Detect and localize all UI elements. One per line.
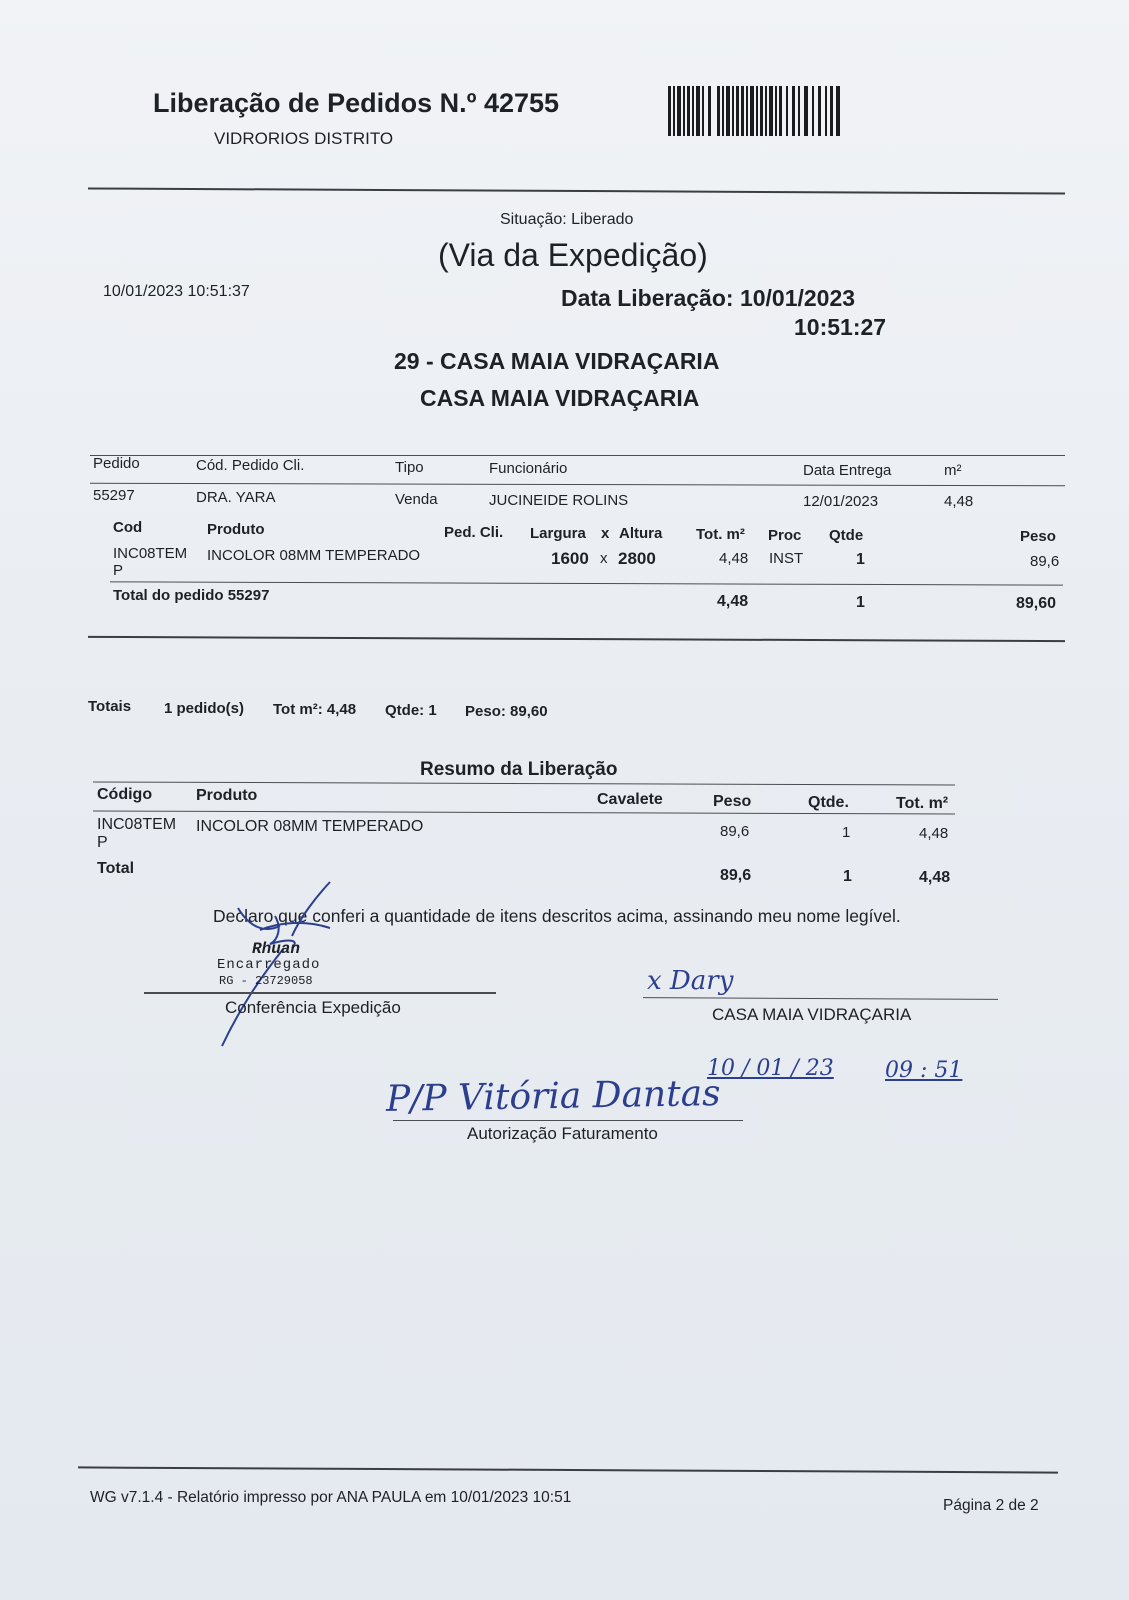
- order-bottom-line: [88, 636, 1065, 642]
- items-total-line: [110, 581, 1063, 585]
- items-col-proc: Proc: [768, 527, 802, 544]
- col-data-entrega: Data Entrega: [803, 462, 892, 479]
- auth-date-handwriting: 10 / 01 / 23: [707, 1056, 834, 1081]
- totais-peso: Peso: 89,60: [465, 703, 548, 720]
- resumo-col-tot-m2: Tot. m²: [896, 795, 949, 812]
- data-liberacao: Data Liberação: 10/01/2023: [561, 285, 856, 311]
- val-pedido: 55297: [93, 487, 135, 504]
- situacao: Situação: Liberado: [500, 211, 634, 228]
- stamp-name: Rhuan: [252, 940, 301, 958]
- items-col-tot-m2: Tot. m²: [696, 526, 745, 543]
- footer-printed-by: WG v7.1.4 - Relatório impresso por ANA PAULA em 10/01/2023 10:51: [90, 1489, 572, 1506]
- footer-page-number: Página 2 de 2: [943, 1497, 1039, 1514]
- auth-signature-line: [393, 1120, 743, 1121]
- val-cod-pedido-cli: DRA. YARA: [196, 489, 276, 506]
- item-cod-1: INC08TEM: [113, 545, 188, 562]
- items-col-cod: Cod: [113, 519, 143, 536]
- stamp-role: Encarregado: [217, 957, 321, 973]
- left-signature-line: [144, 992, 496, 994]
- item-produto: INCOLOR 08MM TEMPERADO: [207, 547, 421, 564]
- items-col-largura: Largura: [530, 525, 586, 542]
- auth-time-handwriting: 09 : 51: [885, 1058, 963, 1083]
- auth-signature-label: Autorização Faturamento: [467, 1124, 658, 1143]
- stamp-rg: RG - 23729058: [219, 974, 313, 988]
- client-name-1: 29 - CASA MAIA VIDRAÇARIA: [394, 348, 720, 374]
- right-signature-handwriting: x Dary: [647, 966, 734, 996]
- via-label: (Via da Expedição): [438, 237, 708, 273]
- col-tipo: Tipo: [395, 459, 424, 476]
- order-total-label: Total do pedido 55297: [113, 587, 270, 604]
- company-name: VIDRORIOS DISTRITO: [214, 129, 394, 148]
- items-col-peso: Peso: [1020, 528, 1056, 545]
- totais-label: Totais: [88, 698, 132, 715]
- resumo-peso: 89,6: [720, 823, 750, 840]
- header-divider: [88, 187, 1065, 194]
- resumo-title: Resumo da Liberação: [420, 759, 618, 780]
- auth-signature-handwriting: P/P Vitória Dantas: [385, 1073, 721, 1120]
- col-funcionario: Funcionário: [489, 460, 568, 477]
- footer-divider: [78, 1466, 1058, 1473]
- resumo-col-codigo: Código: [97, 786, 153, 803]
- col-m2: m²: [944, 462, 962, 479]
- item-proc: INST: [769, 550, 804, 567]
- resumo-col-cavalete: Cavalete: [597, 791, 663, 808]
- item-cod-2: P: [113, 562, 124, 579]
- right-signature-line: [643, 997, 998, 1000]
- left-signature-label: Conferência Expedição: [225, 998, 401, 1017]
- client-name-2: CASA MAIA VIDRAÇARIA: [420, 385, 700, 411]
- resumo-codigo-2: P: [97, 834, 108, 851]
- resumo-col-peso: Peso: [713, 793, 752, 810]
- val-tipo: Venda: [395, 491, 438, 508]
- print-datetime: 10/01/2023 10:51:37: [103, 283, 250, 300]
- order-total-qtde: 1: [856, 594, 865, 611]
- resumo-total-tot-m2: 4,48: [919, 869, 951, 886]
- order-total-peso: 89,60: [1016, 595, 1057, 612]
- item-altura: 2800: [618, 549, 656, 568]
- items-col-produto: Produto: [207, 521, 265, 538]
- totais-pedidos: 1 pedido(s): [164, 700, 245, 717]
- items-col-ped-cli: Ped. Cli.: [444, 524, 504, 541]
- resumo-col-qtde: Qtde.: [808, 794, 849, 811]
- resumo-top-line: [93, 781, 955, 785]
- resumo-total-qtde: 1: [843, 868, 852, 885]
- order-top-line: [90, 455, 1065, 456]
- order-header-line: [90, 483, 1065, 487]
- resumo-total-peso: 89,6: [720, 867, 752, 884]
- val-m2: 4,48: [944, 493, 974, 510]
- items-col-x: x: [601, 525, 610, 542]
- totais-qtde: Qtde: 1: [385, 702, 437, 719]
- resumo-col-produto: Produto: [196, 787, 258, 804]
- items-col-altura: Altura: [619, 525, 663, 542]
- item-tot-m2: 4,48: [719, 550, 749, 567]
- resumo-total-label: Total: [97, 860, 135, 877]
- barcode-icon: [668, 86, 843, 138]
- item-x: x: [600, 550, 608, 567]
- totais-m2: Tot m²: 4,48: [273, 701, 357, 718]
- resumo-produto: INCOLOR 08MM TEMPERADO: [196, 818, 424, 835]
- item-peso: 89,6: [1030, 553, 1060, 570]
- declaration-text: Declaro que conferi a quantidade de itens descritos acima, assinando meu nome legível.: [213, 906, 901, 926]
- document-title: Liberação de Pedidos N.º 42755: [153, 88, 560, 118]
- data-liberacao-time: 10:51:27: [794, 314, 887, 340]
- val-funcionario: JUCINEIDE ROLINS: [489, 492, 629, 509]
- item-largura: 1600: [551, 549, 589, 568]
- right-signature-label: CASA MAIA VIDRAÇARIA: [712, 1005, 912, 1024]
- item-qtde: 1: [856, 551, 865, 568]
- val-data-entrega: 12/01/2023: [803, 493, 879, 510]
- col-pedido: Pedido: [93, 455, 140, 472]
- resumo-tot-m2: 4,48: [919, 825, 949, 842]
- col-cod-pedido-cli: Cód. Pedido Cli.: [196, 457, 305, 474]
- resumo-qtde: 1: [842, 824, 851, 841]
- order-total-m2: 4,48: [717, 593, 749, 610]
- items-col-qtde: Qtde: [829, 527, 864, 544]
- resumo-codigo-1: INC08TEM: [97, 816, 177, 833]
